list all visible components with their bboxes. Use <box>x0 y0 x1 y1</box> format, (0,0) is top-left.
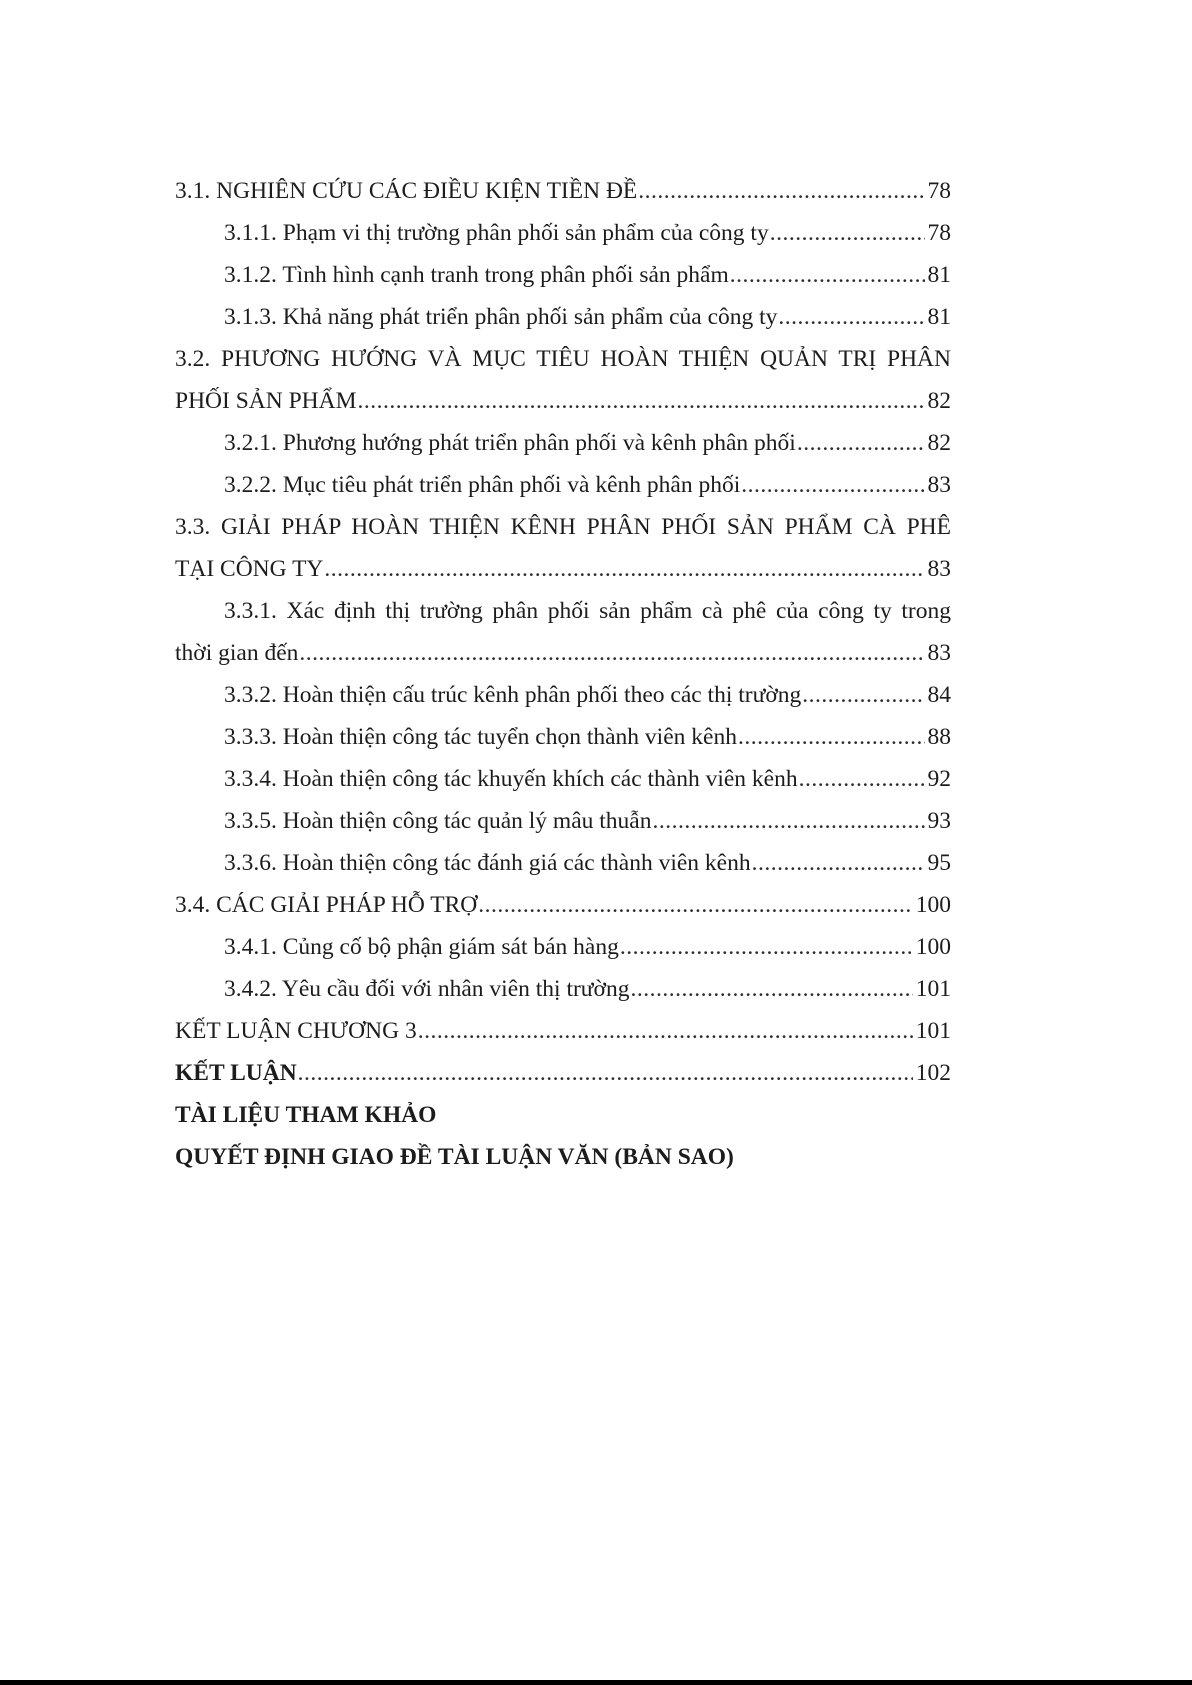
toc-entry-label: KẾT LUẬN CHƯƠNG 3 <box>175 1010 418 1052</box>
toc-entry-3-3-line1[interactable] <box>175 506 951 548</box>
toc-page-number: 82 <box>925 422 952 464</box>
toc-entry-3-4-2[interactable] <box>175 968 951 1010</box>
toc-entry-label: 3.1. NGHIÊN CỨU CÁC ĐIỀU KIỆN TIỀN ĐỀ <box>175 170 638 212</box>
toc-entry-3-3-6[interactable] <box>175 842 951 884</box>
toc-page-number: 101 <box>913 1010 951 1052</box>
table-of-contents <box>175 170 951 1178</box>
dot-leader <box>770 212 925 254</box>
dot-leader <box>741 464 924 506</box>
toc-page-number: 100 <box>913 926 951 968</box>
toc-entry-label: 3.3.2. Hoàn thiện cấu trúc kênh phân phối theo các thị trường <box>224 674 802 716</box>
toc-entry-label: 3.4. CÁC GIẢI PHÁP HỖ TRỢ <box>175 884 478 926</box>
toc-page-number: 78 <box>925 212 952 254</box>
toc-entry-label: 3.1.3. Khả năng phát triển phân phối sản phẩm của công ty <box>224 296 778 338</box>
page-bottom-edge <box>0 1680 1192 1685</box>
toc-entry-label-continued: TẠI CÔNG TY <box>175 548 324 590</box>
toc-entry-label: TÀI LIỆU THAM KHẢO <box>175 1102 437 1128</box>
dot-leader <box>778 296 924 338</box>
toc-entry-label: 3.3. GIẢI PHÁP HOÀN THIỆN KÊNH PHÂN PHỐI SẢN PHẨM CÀ PHÊ <box>175 514 951 540</box>
toc-page-number: 81 <box>925 296 952 338</box>
toc-entry-3-2-line1[interactable] <box>175 338 951 380</box>
dot-leader <box>299 632 924 674</box>
toc-entry-label: 3.3.4. Hoàn thiện công tác khuyến khích các thành viên kênh <box>224 758 799 800</box>
dot-leader <box>652 800 924 842</box>
toc-page-number: 93 <box>925 800 952 842</box>
toc-entry-3-3-5[interactable] <box>175 800 951 842</box>
dot-leader <box>620 926 913 968</box>
toc-entry-label: 3.2.1. Phương hướng phát triển phân phối và kênh phân phối <box>224 422 797 464</box>
toc-entry-label: QUYẾT ĐỊNH GIAO ĐỀ TÀI LUẬN VĂN (BẢN SAO) <box>175 1144 734 1170</box>
toc-entry-label-continued: PHỐI SẢN PHẨM <box>175 380 358 422</box>
toc-page-number: 88 <box>925 716 952 758</box>
dot-leader <box>752 842 925 884</box>
toc-entry-3-3-4[interactable] <box>175 758 951 800</box>
toc-page-number: 83 <box>925 548 952 590</box>
toc-entry-label: 3.2.2. Mục tiêu phát triển phân phối và kênh phân phối <box>224 464 741 506</box>
toc-entry-label: 3.1.2. Tình hình cạnh tranh trong phân phối sản phẩm <box>224 254 730 296</box>
toc-entry-label: 3.3.3. Hoàn thiện công tác tuyển chọn thành viên kênh <box>224 716 738 758</box>
dot-leader <box>358 380 925 422</box>
toc-entry-chapter-3-conclusion[interactable] <box>175 1010 951 1052</box>
dot-leader <box>802 674 924 716</box>
toc-entry-3-2-line2[interactable] <box>175 380 951 422</box>
toc-entry-label: 3.3.5. Hoàn thiện công tác quản lý mâu thuẫn <box>224 800 652 842</box>
toc-entry-label: 3.4.2. Yêu cầu đối với nhân viên thị trường <box>224 968 630 1010</box>
dot-leader <box>324 548 924 590</box>
toc-entry-conclusion[interactable] <box>175 1052 951 1094</box>
toc-entry-3-1[interactable] <box>175 170 951 212</box>
toc-entry-3-2-2[interactable] <box>175 464 951 506</box>
toc-entry-3-1-1[interactable] <box>175 212 951 254</box>
dot-leader <box>298 1052 913 1094</box>
toc-entry-label-continued: thời gian đến <box>175 632 299 674</box>
toc-page-number: 101 <box>913 968 951 1010</box>
toc-page-number: 95 <box>925 842 952 884</box>
dot-leader <box>799 758 925 800</box>
toc-page-number: 102 <box>913 1052 951 1094</box>
toc-entry-3-4[interactable] <box>175 884 951 926</box>
toc-entry-3-1-2[interactable] <box>175 254 951 296</box>
toc-entry-label: 3.4.1. Củng cố bộ phận giám sát bán hàng <box>224 926 620 968</box>
toc-entry-label: 3.1.1. Phạm vi thị trường phân phối sản phẩm của công ty <box>224 212 770 254</box>
toc-entry-3-3-1-line1[interactable] <box>175 590 951 632</box>
toc-page-number: 84 <box>925 674 952 716</box>
toc-entry-references[interactable] <box>175 1094 951 1136</box>
dot-leader <box>418 1010 913 1052</box>
toc-entry-3-3-3[interactable] <box>175 716 951 758</box>
dot-leader <box>630 968 912 1010</box>
toc-entry-3-3-line2[interactable] <box>175 548 951 590</box>
toc-page-number: 82 <box>925 380 952 422</box>
toc-entry-3-3-2[interactable] <box>175 674 951 716</box>
toc-page-number: 83 <box>925 464 952 506</box>
toc-entry-3-2-1[interactable] <box>175 422 951 464</box>
toc-page-number: 78 <box>925 170 952 212</box>
toc-entry-3-3-1-line2[interactable] <box>175 632 951 674</box>
toc-entry-label: 3.3.1. Xác định thị trường phân phối sản phẩm cà phê của công ty trong <box>224 598 951 624</box>
dot-leader <box>738 716 925 758</box>
toc-page-number: 92 <box>925 758 952 800</box>
dot-leader <box>797 422 925 464</box>
toc-entry-label: KẾT LUẬN <box>175 1052 298 1094</box>
toc-entry-label: 3.2. PHƯƠNG HƯỚNG VÀ MỤC TIÊU HOÀN THIỆN QUẢN TRỊ PHÂN <box>175 346 951 372</box>
toc-entry-3-1-3[interactable] <box>175 296 951 338</box>
toc-page-number: 81 <box>925 254 952 296</box>
toc-page-number: 100 <box>913 884 951 926</box>
dot-leader <box>730 254 925 296</box>
toc-page-number: 83 <box>925 632 952 674</box>
toc-entry-decision-copy[interactable] <box>175 1136 951 1178</box>
dot-leader <box>638 170 924 212</box>
toc-entry-label: 3.3.6. Hoàn thiện công tác đánh giá các thành viên kênh <box>224 842 752 884</box>
toc-entry-3-4-1[interactable] <box>175 926 951 968</box>
dot-leader <box>478 884 912 926</box>
